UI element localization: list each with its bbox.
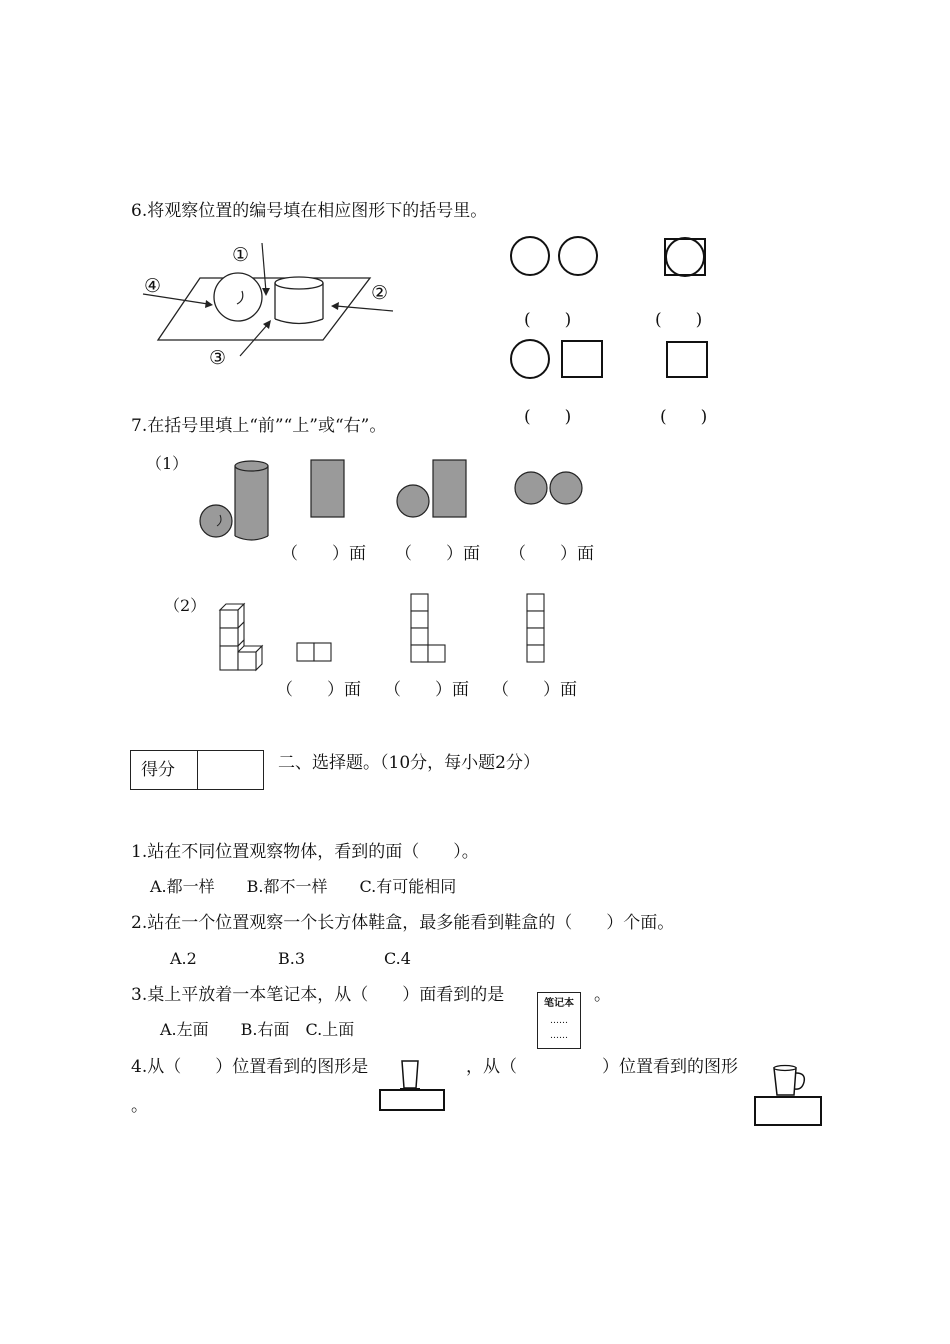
score-label: 得分 [141,760,175,780]
notebook-dots-1: …… [550,1016,568,1026]
score-divider [197,751,198,789]
mc3-question: 3.桌上平放着一本笔记本，从（ ）面看到的是 [131,985,505,1005]
mc2-question: 2.站在一个位置观察一个长方体鞋盒，最多能看到鞋盒的（ ）个面。 [131,913,675,933]
cup-side-view-picture [752,1062,826,1128]
notebook-title: 笔记本 [544,998,574,1009]
notebook-picture [537,992,581,1049]
q7-part1-label: （1） [146,454,189,473]
q6-blank-2[interactable]: ( ) [655,310,703,330]
mc2-option-c[interactable]: C.4 [384,949,411,968]
q7-question: 7.在括号里填上“前”“上”或“右”。 [131,416,387,436]
mc4-part-b: ，从（ ）位置看到的图形 [466,1057,738,1077]
mc3-end: 。 [594,985,611,1005]
position-label-4: ④ [144,275,162,297]
q6-blank-3[interactable]: ( ) [524,407,572,427]
q6-view-square [665,340,710,380]
q7-view-rectangle [310,459,346,519]
q6-scene-diagram [138,238,408,373]
mc2-option-b[interactable]: B.3 [278,949,306,968]
q6-view-circle-and-square [510,339,605,381]
score-box [130,750,264,790]
q7-2-answer-2[interactable]: （ ）面 [384,680,469,700]
q7-view-two-circles [514,471,586,507]
q7-view-circle-rectangle [396,459,468,519]
q6-blank-1[interactable]: ( ) [524,310,572,330]
cup-top-view-picture [378,1058,448,1114]
q7-view-column [526,593,548,665]
q7-1-answer-2[interactable]: （ ）面 [395,544,480,564]
position-label-3: ③ [209,347,227,369]
position-label-2: ② [371,282,389,304]
q6-question: 6.将观察位置的编号填在相应图形下的括号里。 [131,201,488,221]
mc4-part-a: 4.从（ ）位置看到的图形是 [131,1057,369,1077]
q7-1-answer-1[interactable]: （ ）面 [281,544,366,564]
q6-blank-4[interactable]: ( ) [660,407,708,427]
q6-view-circle-in-square [662,237,708,277]
q7-view-l-shape [410,593,450,665]
section2-title: 二、选择题。（10分，每小题2分） [278,753,540,773]
mc3-options: A.左面 B.右面 C.上面 [160,1020,355,1039]
mc1-question: 1.站在不同位置观察物体，看到的面（ ）。 [131,842,479,862]
mc4-end: 。 [131,1096,148,1116]
q7-2-answer-1[interactable]: （ ）面 [276,680,361,700]
mc1-options: A.都一样 B.都不一样 C.有可能相同 [150,877,457,896]
q7-1-answer-3[interactable]: （ ）面 [509,544,594,564]
mc2-option-a[interactable]: A.2 [170,949,197,968]
q7-cube-stack-object [216,598,266,674]
q7-view-two-squares [296,642,334,664]
position-label-1: ① [232,244,250,266]
q7-ball-and-cylinder-object [196,458,274,544]
notebook-dots-2: …… [550,1031,568,1041]
q7-part2-label: （2） [164,596,207,615]
q6-view-two-circles [510,236,602,278]
q7-2-answer-3[interactable]: （ ）面 [492,680,577,700]
